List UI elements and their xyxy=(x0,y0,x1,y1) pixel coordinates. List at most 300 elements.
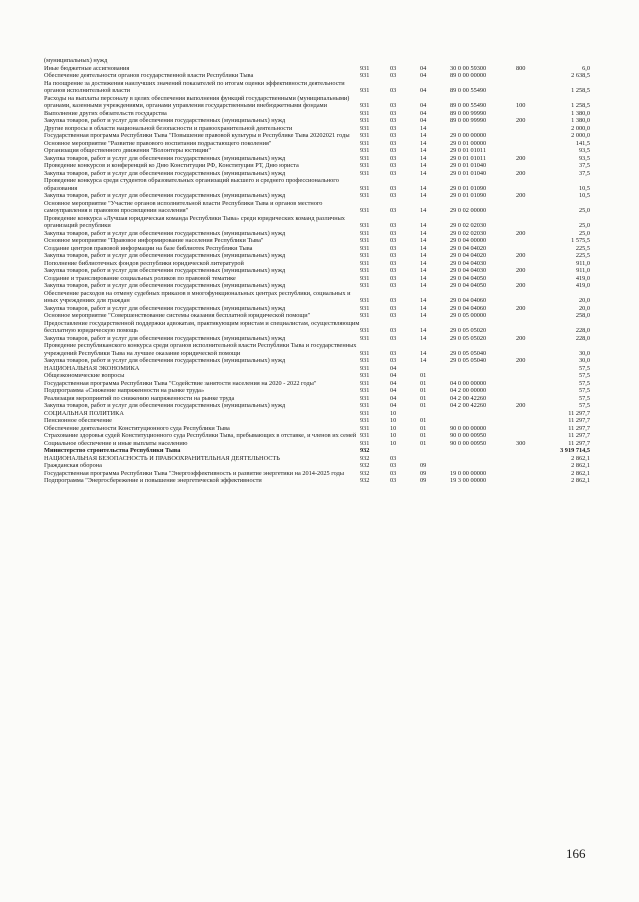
row-expense-type xyxy=(516,147,546,155)
row-ministry-code: 931 xyxy=(360,169,370,177)
row-section: 03 xyxy=(390,244,397,252)
row-target-code xyxy=(450,125,516,133)
table-row xyxy=(44,72,590,80)
row-name: Подпрограмма "Энергосбережение и повышение энергетической эффективности xyxy=(44,477,262,484)
row-subsection: 14 xyxy=(420,162,427,169)
row-amount: 11 297,7 xyxy=(568,424,590,432)
row-expense-type xyxy=(516,342,546,357)
row-ministry-code: 931 xyxy=(360,64,370,72)
row-section: 03 xyxy=(390,64,397,72)
table-row xyxy=(44,372,590,380)
row-expense-type xyxy=(516,320,546,335)
row-ministry-code: 931 xyxy=(360,439,370,447)
row-amount: 2 000,0 xyxy=(571,124,590,132)
table-row xyxy=(44,312,590,320)
row-ministry-code: 931 xyxy=(360,349,370,357)
row-section: 04 xyxy=(390,372,397,379)
row-name: Министерство строительства Республики Тыва xyxy=(44,447,181,454)
row-section: 03 xyxy=(390,274,397,282)
row-subsection: 14 xyxy=(420,349,427,357)
row-ministry-code: 931 xyxy=(360,267,370,274)
row-section: 03 xyxy=(390,102,397,109)
row-name: Закупка товаров, работ и услуг для обеспечения государственных (муниципальных) нужд xyxy=(44,117,286,124)
row-ministry-code: 931 xyxy=(360,304,370,312)
row-expense-type: 200 xyxy=(516,117,526,124)
row-name: Государственная программа Республики Тыва "Содействие занятости населения на 2020 - 2022 годы" xyxy=(44,379,317,387)
row-amount: 57,5 xyxy=(578,387,590,394)
row-name: Закупка товаров, работ и услуг для обеспечения государственных (муниципальных) нужд xyxy=(44,357,286,364)
row-target-code xyxy=(450,447,516,455)
row-ministry-code: 931 xyxy=(360,154,370,162)
row-target-code: 29 0 01 01090 xyxy=(450,192,487,199)
row-expense-type: 200 xyxy=(516,229,526,237)
table-row xyxy=(44,275,590,283)
row-amount: 20,0 xyxy=(578,304,590,312)
row-section: 03 xyxy=(390,252,397,259)
row-amount: 228,0 xyxy=(575,327,590,334)
row-expense-type xyxy=(516,387,546,395)
row-subsection: 14 xyxy=(420,259,427,267)
row-section: 03 xyxy=(390,169,397,177)
row-name: Основное мероприятие "Развитие правового воспитания подрастающего поколения" xyxy=(44,139,272,147)
table-row xyxy=(44,425,590,433)
row-section: 03 xyxy=(390,184,397,192)
row-section: 03 xyxy=(390,222,397,229)
row-subsection: 01 xyxy=(420,424,427,432)
row-expense-type: 200 xyxy=(516,357,526,364)
table-row xyxy=(44,320,590,335)
row-expense-type xyxy=(516,462,546,470)
row-name: Закупка товаров, работ и услуг для обеспечения государственных (муниципальных) нужд xyxy=(44,402,286,409)
row-amount: 2 862,1 xyxy=(571,454,590,462)
row-ministry-code: 931 xyxy=(360,207,370,214)
table-row xyxy=(44,237,590,245)
row-target-code: 89 0 00 00000 xyxy=(450,72,487,79)
row-expense-type: 100 xyxy=(516,102,526,109)
row-amount: 11 297,7 xyxy=(568,417,590,424)
table-row xyxy=(44,117,590,125)
row-ministry-code: 931 xyxy=(360,102,370,109)
row-ministry-code: 931 xyxy=(360,252,370,259)
row-amount: 228,0 xyxy=(575,334,590,342)
table-row xyxy=(44,455,590,463)
row-name: Закупка товаров, работ и услуг для обеспечения государственных (муниципальных) нужд xyxy=(44,169,286,177)
row-ministry-code: 931 xyxy=(360,432,370,439)
row-ministry-code: 931 xyxy=(360,364,370,372)
row-expense-type xyxy=(516,80,546,95)
row-ministry-code: 931 xyxy=(360,274,370,282)
table-row xyxy=(44,155,590,163)
row-target-code: 89 0 00 55490 xyxy=(450,102,487,109)
row-name: НАЦИОНАЛЬНАЯ ЭКОНОМИКА xyxy=(44,364,140,372)
row-ministry-code: 931 xyxy=(360,237,370,244)
row-ministry-code: 932 xyxy=(360,454,370,462)
row-name: Закупка товаров, работ и услуг для обеспечения государственных (муниципальных) нужд xyxy=(44,154,286,162)
row-ministry-code: 931 xyxy=(360,147,370,154)
row-section: 03 xyxy=(390,349,397,357)
row-subsection: 14 xyxy=(420,304,427,312)
row-ministry-code: 931 xyxy=(360,379,370,387)
table-row xyxy=(44,95,590,110)
row-target-code: 29 0 04 04050 xyxy=(450,274,487,282)
row-target-code: 90 0 00 00000 xyxy=(450,424,487,432)
table-row xyxy=(44,260,590,268)
table-row xyxy=(44,380,590,388)
row-amount: 911,0 xyxy=(576,267,590,274)
row-target-code: 04 2 00 00000 xyxy=(450,387,487,394)
table-row xyxy=(44,245,590,253)
row-expense-type xyxy=(516,365,546,373)
row-ministry-code: 931 xyxy=(360,132,370,139)
row-section: 03 xyxy=(390,117,397,124)
row-name: Предоставление государственной поддержки адвокатам, практикующим юристам и специалистам, осуществляющим бесплатную юридическую помощь xyxy=(44,319,360,334)
row-subsection: 14 xyxy=(420,222,427,229)
row-ministry-code: 931 xyxy=(360,327,370,334)
row-target-code: 04 2 00 42260 xyxy=(450,394,487,402)
row-subsection: 04 xyxy=(420,64,427,72)
row-section: 03 xyxy=(390,154,397,162)
row-amount: 57,5 xyxy=(578,394,590,402)
row-name: Основное мероприятие "Совершенствование системы оказания бесплатной юридической помощи" xyxy=(44,312,311,319)
row-section: 03 xyxy=(390,147,397,154)
row-subsection: 14 xyxy=(420,229,427,237)
row-target-code: 30 0 00 59300 xyxy=(450,64,487,72)
row-name: Обеспечение деятельности органов государственной власти Республики Тыва xyxy=(44,72,254,79)
row-expense-type xyxy=(516,477,546,485)
row-section: 04 xyxy=(390,387,397,394)
row-subsection: 14 xyxy=(420,327,427,334)
row-target-code: 29 0 01 01090 xyxy=(450,184,487,192)
row-section: 10 xyxy=(390,439,397,447)
row-section: 03 xyxy=(390,454,397,462)
row-ministry-code: 932 xyxy=(360,447,370,454)
row-section: 03 xyxy=(390,334,397,342)
row-section: 03 xyxy=(390,469,397,477)
row-section: 03 xyxy=(390,139,397,147)
row-target-code: 29 0 05 05020 xyxy=(450,327,487,334)
row-subsection: 04 xyxy=(420,117,427,124)
row-amount: 2 000,0 xyxy=(571,132,590,139)
row-target-code: 29 0 01 00000 xyxy=(450,139,487,147)
row-subsection: 14 xyxy=(420,244,427,252)
row-amount: 3 919 714,5 xyxy=(560,447,590,454)
row-amount: 1 258,5 xyxy=(571,102,590,109)
row-amount: 2 862,1 xyxy=(571,462,590,469)
row-section: 03 xyxy=(390,132,397,139)
row-target-code: 29 0 01 01040 xyxy=(450,169,487,177)
row-expense-type: 200 xyxy=(516,304,526,312)
row-amount: 25,0 xyxy=(578,229,590,237)
row-ministry-code: 931 xyxy=(360,229,370,237)
row-name: (муниципальных) нужд xyxy=(44,57,108,64)
row-section: 04 xyxy=(390,394,397,402)
row-name: Страхование здоровья судей Конституционного суда Республики Тыва, пребывающих в отставке, и членов их семей xyxy=(44,432,357,439)
table-row xyxy=(44,357,590,365)
table-row xyxy=(44,305,590,313)
row-ministry-code: 931 xyxy=(360,312,370,319)
row-name: Закупка товаров, работ и услуг для обеспечения государственных (муниципальных) нужд xyxy=(44,304,286,312)
row-target-code xyxy=(450,410,516,418)
row-amount: 57,5 xyxy=(578,364,590,372)
row-ministry-code: 932 xyxy=(360,477,370,484)
row-subsection: 01 xyxy=(420,417,427,424)
row-section xyxy=(390,57,420,65)
row-subsection: 14 xyxy=(420,124,427,132)
row-expense-type: 200 xyxy=(516,402,526,409)
table-row xyxy=(44,267,590,275)
row-target-code: 29 0 04 04020 xyxy=(450,244,487,252)
row-ministry-code: 931 xyxy=(360,372,370,379)
row-subsection xyxy=(420,447,450,455)
row-ministry-code: 931 xyxy=(360,192,370,199)
row-section: 03 xyxy=(390,162,397,169)
table-row xyxy=(44,192,590,200)
row-amount: 57,5 xyxy=(578,379,590,387)
table-row xyxy=(44,252,590,260)
row-target-code: 04 0 00 00000 xyxy=(450,379,487,387)
row-amount: 1 575,5 xyxy=(571,237,590,244)
row-name: Другие вопросы в области национальной безопасности и правоохранительной деятельности xyxy=(44,124,293,132)
row-target-code: 90 0 00 00950 xyxy=(450,432,487,439)
row-amount: 20,0 xyxy=(578,297,590,304)
page-number: 166 xyxy=(566,846,586,861)
table-row xyxy=(44,200,590,215)
row-target-code: 29 0 04 04060 xyxy=(450,297,487,304)
row-amount: 30,0 xyxy=(578,357,590,364)
row-subsection: 04 xyxy=(420,109,427,117)
table-row xyxy=(44,470,590,478)
row-section: 10 xyxy=(390,417,397,424)
row-expense-type xyxy=(516,260,546,268)
row-subsection: 01 xyxy=(420,372,427,379)
row-name: НАЦИОНАЛЬНАЯ БЕЗОПАСНОСТЬ И ПРАВООХРАНИТЕЛЬНАЯ ДЕЯТЕЛЬНОСТЬ xyxy=(44,454,280,462)
table-row xyxy=(44,177,590,192)
row-amount: 57,5 xyxy=(578,372,590,379)
row-target-code xyxy=(450,417,516,425)
table-row xyxy=(44,230,590,238)
row-expense-type xyxy=(516,57,546,65)
table-row xyxy=(44,57,590,65)
row-section: 04 xyxy=(390,402,397,409)
row-amount: 419,0 xyxy=(575,282,590,289)
row-name: Проведение конкурса «Лучшая юридическая команда Республики Тыва» среди юридических команд различных организаций республики xyxy=(44,214,345,229)
table-row xyxy=(44,147,590,155)
row-amount: 11 297,7 xyxy=(568,439,590,447)
row-amount: 25,0 xyxy=(578,222,590,229)
row-ministry-code: 931 xyxy=(360,334,370,342)
row-target-code: 29 0 04 04030 xyxy=(450,259,487,267)
row-section: 03 xyxy=(390,462,397,469)
row-section: 10 xyxy=(390,409,397,417)
row-expense-type xyxy=(516,432,546,440)
row-ministry-code: 931 xyxy=(360,282,370,289)
row-target-code: 19 3 00 00000 xyxy=(450,477,487,484)
row-expense-type xyxy=(516,372,546,380)
row-name: Обеспечение деятельности Конституционного суда Республики Тыва xyxy=(44,424,230,432)
row-target-code xyxy=(450,455,516,463)
row-target-code: 89 0 00 55490 xyxy=(450,87,487,94)
row-target-code: 29 0 02 00000 xyxy=(450,207,487,214)
row-subsection: 14 xyxy=(420,147,427,154)
table-row xyxy=(44,410,590,418)
row-section: 03 xyxy=(390,312,397,319)
row-section xyxy=(390,447,420,455)
row-subsection: 14 xyxy=(420,237,427,244)
row-ministry-code: 931 xyxy=(360,117,370,124)
row-name: Основное мероприятие "Правовое информирование населения Республики Тыва" xyxy=(44,237,264,244)
row-ministry-code: 931 xyxy=(360,162,370,169)
row-amount: 225,5 xyxy=(575,252,590,259)
row-name: Иные бюджетные ассигнования xyxy=(44,64,130,72)
row-expense-type xyxy=(516,125,546,133)
table-row xyxy=(44,170,590,178)
row-target-code: 29 0 01 01011 xyxy=(450,147,486,154)
row-expense-type xyxy=(516,417,546,425)
row-ministry-code: 931 xyxy=(360,139,370,147)
row-expense-type xyxy=(516,215,546,230)
table-row xyxy=(44,402,590,410)
row-amount: 93,5 xyxy=(578,154,590,162)
row-name: Организация общественного движения "Волонтеры юстиции" xyxy=(44,147,211,154)
row-expense-type: 200 xyxy=(516,252,526,259)
row-amount: 10,5 xyxy=(578,184,590,192)
row-target-code: 89 0 00 99990 xyxy=(450,109,487,117)
row-section: 03 xyxy=(390,207,397,214)
row-name: Реализация мероприятий по снижению напряженности на рынке труда xyxy=(44,394,235,402)
row-ministry-code: 931 xyxy=(360,87,370,94)
row-expense-type: 200 xyxy=(516,267,526,274)
row-expense-type xyxy=(516,110,546,118)
row-subsection: 04 xyxy=(420,72,427,79)
row-amount: 419,0 xyxy=(575,274,590,282)
row-ministry-code: 931 xyxy=(360,402,370,409)
row-subsection xyxy=(420,455,450,463)
row-ministry-code xyxy=(360,57,390,65)
row-target-code: 04 2 00 42260 xyxy=(450,402,487,409)
row-ministry-code: 931 xyxy=(360,357,370,364)
row-amount: 1 380,0 xyxy=(571,109,590,117)
row-ministry-code: 931 xyxy=(360,109,370,117)
row-amount: 30,0 xyxy=(578,349,590,357)
row-name: Создание центров правовой информации на базе библиотек Республики Тыва xyxy=(44,244,253,252)
row-name: СОЦИАЛЬНАЯ ПОЛИТИКА xyxy=(44,409,124,417)
row-name: На поощрение за достижения наилучших значений показателей по итогам оценки эффективности деятельности органов исполнительной власти xyxy=(44,79,345,94)
row-expense-type xyxy=(516,200,546,215)
row-section: 03 xyxy=(390,304,397,312)
row-amount: 37,5 xyxy=(578,169,590,177)
row-ministry-code: 931 xyxy=(360,184,370,192)
row-ministry-code: 931 xyxy=(360,417,370,424)
row-subsection: 14 xyxy=(420,132,427,139)
row-section: 03 xyxy=(390,192,397,199)
row-name: Закупка товаров, работ и услуг для обеспечения государственных (муниципальных) нужд xyxy=(44,229,286,237)
row-expense-type xyxy=(516,410,546,418)
row-expense-type xyxy=(516,72,546,80)
row-target-code: 29 0 04 04060 xyxy=(450,304,487,312)
row-subsection xyxy=(420,57,450,65)
row-target-code: 29 0 02 02030 xyxy=(450,222,487,229)
row-expense-type xyxy=(516,245,546,253)
row-target-code: 29 0 05 05040 xyxy=(450,349,487,357)
row-section: 03 xyxy=(390,357,397,364)
row-target-code: 29 0 05 00000 xyxy=(450,312,487,319)
table-row xyxy=(44,462,590,470)
row-ministry-code: 931 xyxy=(360,297,370,304)
table-row xyxy=(44,80,590,95)
table-row xyxy=(44,65,590,73)
row-subsection: 01 xyxy=(420,432,427,439)
row-subsection: 14 xyxy=(420,357,427,364)
row-amount: 93,5 xyxy=(578,147,590,154)
row-expense-type: 300 xyxy=(516,439,526,447)
row-subsection: 04 xyxy=(420,102,427,109)
row-subsection: 14 xyxy=(420,282,427,289)
table-row xyxy=(44,335,590,343)
row-amount: 2 862,1 xyxy=(571,469,590,477)
row-ministry-code: 931 xyxy=(360,259,370,267)
row-section: 03 xyxy=(390,327,397,334)
row-subsection: 01 xyxy=(420,394,427,402)
row-name: Расходы на выплаты персоналу в целях обеспечения выполнения функций государственными (муниципальными) органами, казенными учреждениями, органами управления государственными внебюджетными фондами xyxy=(44,94,350,109)
row-ministry-code: 932 xyxy=(360,462,370,469)
row-section: 03 xyxy=(390,87,397,94)
row-expense-type xyxy=(516,425,546,433)
row-expense-type xyxy=(516,447,546,455)
table-row xyxy=(44,282,590,290)
row-section: 03 xyxy=(390,297,397,304)
row-expense-type: 200 xyxy=(516,192,526,199)
row-target-code: 29 0 04 04050 xyxy=(450,282,487,289)
row-amount: 37,5 xyxy=(578,162,590,169)
row-section: 04 xyxy=(390,379,397,387)
row-expense-type xyxy=(516,162,546,170)
table-row xyxy=(44,215,590,230)
row-expense-type: 200 xyxy=(516,154,526,162)
row-target-code: 29 0 04 00000 xyxy=(450,237,487,244)
row-expense-type xyxy=(516,177,546,192)
table-row xyxy=(44,440,590,448)
row-amount: 6,0 xyxy=(582,64,590,72)
row-amount: 10,5 xyxy=(578,192,590,199)
row-section: 03 xyxy=(390,109,397,117)
row-amount: 2 862,1 xyxy=(571,477,590,484)
table-row xyxy=(44,365,590,373)
row-expense-type: 200 xyxy=(516,334,526,342)
row-target-code: 29 0 01 01011 xyxy=(450,154,486,162)
row-subsection: 01 xyxy=(420,439,427,447)
row-name: Подпрограмма «Снижение напряженности на рынке труда» xyxy=(44,387,205,394)
row-name: Закупка товаров, работ и услуг для обеспечения государственных (муниципальных) нужд xyxy=(44,252,286,259)
row-amount: 225,5 xyxy=(575,244,590,252)
row-subsection: 09 xyxy=(420,477,427,484)
row-subsection: 01 xyxy=(420,387,427,394)
row-amount: 2 638,5 xyxy=(571,72,590,79)
row-target-code: 29 0 04 04030 xyxy=(450,267,487,274)
row-section: 03 xyxy=(390,282,397,289)
row-name: Общеэкономические вопросы xyxy=(44,372,125,379)
row-ministry-code: 931 xyxy=(360,409,370,417)
row-section: 10 xyxy=(390,424,397,432)
row-subsection: 14 xyxy=(420,192,427,199)
row-amount: 258,0 xyxy=(575,312,590,319)
row-subsection: 14 xyxy=(420,297,427,304)
row-name: Закупка товаров, работ и услуг для обеспечения государственных (муниципальных) нужд xyxy=(44,192,286,199)
row-name: Закупка товаров, работ и услуг для обеспечения государственных (муниципальных) нужд xyxy=(44,334,286,342)
budget-table-body xyxy=(44,57,590,485)
row-target-code xyxy=(450,57,516,65)
row-name: Проведение конкурса среди студентов образовательных организаций высшего и среднего профессионального образования xyxy=(44,177,339,192)
row-target-code: 29 0 02 02030 xyxy=(450,229,487,237)
